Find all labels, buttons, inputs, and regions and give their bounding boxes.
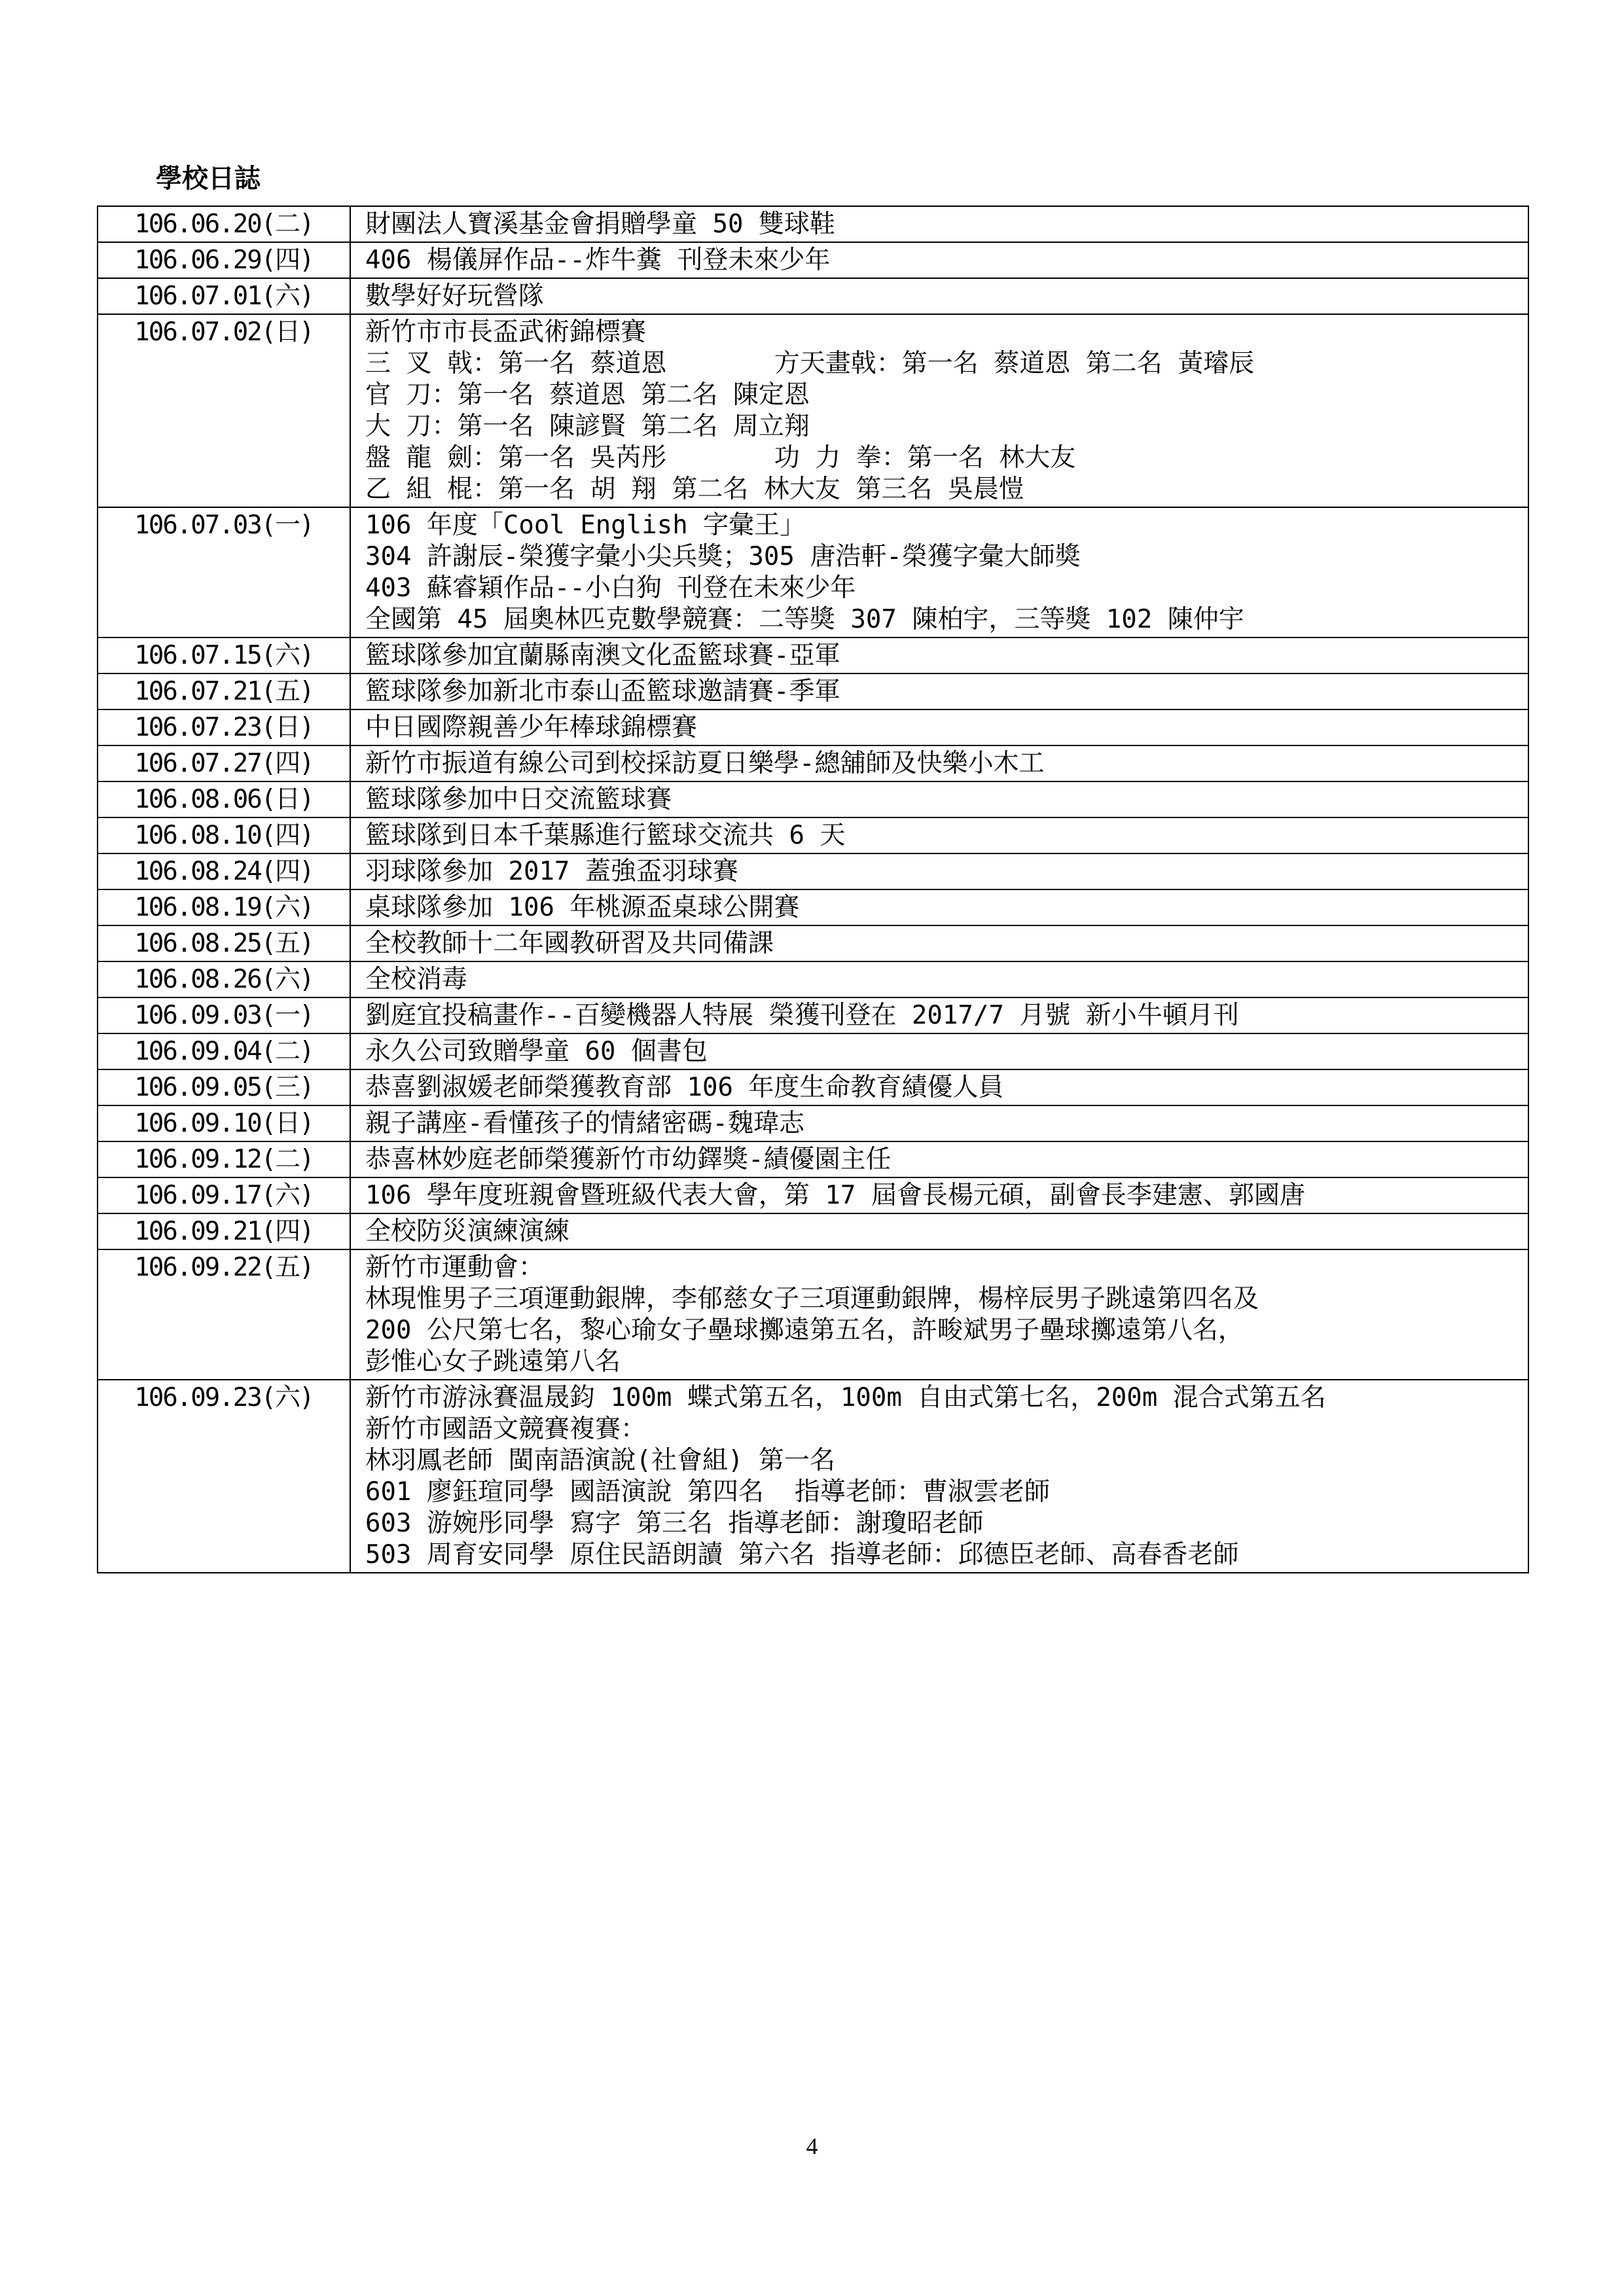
log-row (98, 1213, 1528, 1249)
log-date: 106.07.23(日) (98, 709, 350, 745)
log-description (350, 314, 1528, 507)
log-date: 106.09.10(日) (98, 1105, 350, 1141)
page-number: 4 (806, 2133, 818, 2159)
log-description-line: 中日國際親善少年棒球錦標賽 (365, 713, 698, 742)
log-description (350, 709, 1528, 745)
log-description-line: 200 公尺第七名，黎心瑜女子壘球擲遠第五名，許畯斌男子壘球擲遠第八名， (365, 1316, 1244, 1345)
log-description (350, 781, 1528, 817)
log-date: 106.08.19(六) (98, 889, 350, 925)
log-row (98, 853, 1528, 889)
log-description-line: 新竹市振道有線公司到校採訪夏日樂學-總舖師及快樂小木工 (365, 749, 1045, 778)
log-description-line: 羽球隊參加 2017 蓋強盃羽球賽 (365, 857, 738, 886)
log-date: 106.09.04(二) (98, 1033, 350, 1069)
log-description (350, 889, 1528, 925)
log-description-line: 桌球隊參加 106 年桃源盃桌球公開賽 (365, 893, 800, 922)
log-row (98, 242, 1528, 278)
log-description (350, 817, 1528, 853)
log-description-line: 親子講座-看懂孩子的情緒密碼-魏瑋志 (365, 1109, 804, 1138)
log-row (98, 997, 1528, 1033)
log-date: 106.09.12(二) (98, 1141, 350, 1177)
log-date: 106.09.03(一) (98, 997, 350, 1033)
log-description-line: 全校教師十二年國教研習及共同備課 (365, 929, 774, 958)
log-row (98, 817, 1528, 853)
log-row (98, 961, 1528, 997)
log-row (98, 1177, 1528, 1213)
log-date: 106.09.05(三) (98, 1069, 350, 1105)
log-description-line: 恭喜林妙庭老師榮獲新竹市幼鐸獎-績優園主任 (365, 1145, 892, 1174)
log-date: 106.06.20(二) (98, 206, 350, 242)
log-description-line: 彭惟心女子跳遠第八名 (365, 1347, 621, 1376)
log-description (350, 853, 1528, 889)
log-date: 106.06.29(四) (98, 242, 350, 278)
log-date: 106.08.24(四) (98, 853, 350, 889)
log-description-line: 106 學年度班親會暨班級代表大會，第 17 屆會長楊元碩，副會長李建憲、郭國唐 (365, 1181, 1305, 1210)
log-row (98, 1033, 1528, 1069)
log-description-line: 新竹市國語文競賽複賽： (365, 1414, 647, 1444)
log-row (98, 925, 1528, 961)
log-description (350, 925, 1528, 961)
log-row (98, 507, 1528, 637)
log-date: 106.09.21(四) (98, 1213, 350, 1249)
log-description-line: 新竹市游泳賽温晟鈞 100m 蝶式第五名，100m 自由式第七名，200m 混合式第五名 (365, 1383, 1326, 1412)
log-row (98, 314, 1528, 507)
log-description (350, 206, 1528, 242)
log-row (98, 1105, 1528, 1141)
log-description-line: 籃球隊參加中日交流籃球賽 (365, 785, 672, 814)
log-date: 106.08.06(日) (98, 781, 350, 817)
log-description-line: 林羽鳳老師 閩南語演說(社會組) 第一名 (365, 1446, 835, 1475)
log-description-line: 官 刀：第一名 蔡道恩 第二名 陳定恩 (365, 380, 810, 410)
log-description-line: 籃球隊參加宜蘭縣南澳文化盃籃球賽-亞軍 (365, 641, 840, 670)
log-description (350, 1177, 1528, 1213)
log-description (350, 673, 1528, 709)
log-description-line: 新竹市運動會： (365, 1253, 545, 1282)
log-date: 106.08.10(四) (98, 817, 350, 853)
log-description-line: 籃球隊參加新北市泰山盃籃球邀請賽-季軍 (365, 677, 840, 706)
log-date: 106.07.15(六) (98, 637, 350, 673)
log-date: 106.08.25(五) (98, 925, 350, 961)
log-description-line: 恭喜劉淑媛老師榮獲教育部 106 年度生命教育績優人員 (365, 1073, 1004, 1102)
log-row (98, 745, 1528, 781)
log-description-line: 503 周育安同學 原住民語朗讀 第六名 指導老師：邱德臣老師、高春香老師 (365, 1540, 1239, 1570)
log-date: 106.07.03(一) (98, 507, 350, 637)
page-title: 學校日誌 (156, 164, 261, 194)
log-description-line: 603 游婉彤同學 寫字 第三名 指導老師：謝瓊昭老師 (365, 1509, 984, 1538)
log-description (350, 961, 1528, 997)
school-log-table (97, 206, 1529, 1573)
log-description (350, 997, 1528, 1033)
log-description-line: 數學好好玩營隊 (365, 281, 545, 311)
log-description (350, 1033, 1528, 1069)
log-description (350, 1069, 1528, 1105)
log-description-line: 三 叉 戟：第一名 蔡道恩 方天畫戟：第一名 蔡道恩 第二名 黃璿辰 (365, 349, 1255, 378)
log-description (350, 278, 1528, 314)
log-row (98, 637, 1528, 673)
school-log-body (98, 206, 1528, 1573)
log-row (98, 278, 1528, 314)
log-description-line: 全國第 45 屆奧林匹克數學競賽：二等獎 307 陳柏宇，三等獎 102 陳仲宇 (365, 605, 1244, 634)
log-description-line: 403 蘇睿穎作品--小白狗 刊登在未來少年 (365, 573, 856, 603)
log-description-line: 劉庭宜投稿畫作--百變機器人特展 榮獲刊登在 2017/7 月號 新小牛頓月刊 (365, 1001, 1239, 1030)
log-description (350, 637, 1528, 673)
log-description-line: 籃球隊到日本千葉縣進行籃球交流共 6 天 (365, 821, 846, 850)
log-date: 106.07.21(五) (98, 673, 350, 709)
log-row (98, 1380, 1528, 1573)
log-description-line: 406 楊儀屏作品--炸牛糞 刊登未來少年 (365, 245, 831, 275)
log-description-line: 大 刀：第一名 陳諺賢 第二名 周立翔 (365, 412, 810, 441)
log-date: 106.07.27(四) (98, 745, 350, 781)
log-row (98, 1141, 1528, 1177)
log-description-line: 全校消毒 (365, 965, 468, 994)
log-description-line: 林現惟男子三項運動銀牌，李郁慈女子三項運動銀牌，楊梓辰男子跳遠第四名及 (365, 1284, 1259, 1314)
log-description (350, 1105, 1528, 1141)
log-description (350, 242, 1528, 278)
log-description (350, 1141, 1528, 1177)
log-description (350, 1249, 1528, 1380)
log-date: 106.09.23(六) (98, 1380, 350, 1573)
log-description (350, 507, 1528, 637)
log-description (350, 1213, 1528, 1249)
log-description-line: 盤 龍 劍：第一名 吳芮彤 功 力 拳：第一名 林大友 (365, 443, 1076, 473)
log-date: 106.08.26(六) (98, 961, 350, 997)
log-description (350, 1380, 1528, 1573)
log-description-line: 106 年度「Cool English 字彙王」 (365, 511, 806, 540)
log-row (98, 709, 1528, 745)
log-description-line: 新竹市市長盃武術錦標賽 (365, 317, 647, 347)
log-row (98, 781, 1528, 817)
log-date: 106.09.22(五) (98, 1249, 350, 1380)
log-description-line: 乙 組 棍：第一名 胡 翔 第二名 林大友 第三名 吳晨愷 (365, 475, 1024, 504)
log-row (98, 889, 1528, 925)
log-description (350, 745, 1528, 781)
log-row (98, 1069, 1528, 1105)
log-row (98, 1249, 1528, 1380)
log-date: 106.07.01(六) (98, 278, 350, 314)
log-date: 106.09.17(六) (98, 1177, 350, 1213)
log-date: 106.07.02(日) (98, 314, 350, 507)
log-description-line: 304 許謝辰-榮獲字彙小尖兵獎；305 唐浩軒-榮獲字彙大師獎 (365, 542, 1081, 571)
log-description-line: 財團法人寶溪基金會捐贈學童 50 雙球鞋 (365, 209, 835, 239)
log-row (98, 673, 1528, 709)
log-description-line: 全校防災演練演練 (365, 1217, 570, 1246)
log-description-line: 601 廖鈺瑄同學 國語演說 第四名 指導老師：曹淑雲老師 (365, 1477, 1050, 1507)
log-description-line: 永久公司致贈學童 60 個書包 (365, 1037, 708, 1066)
log-row (98, 206, 1528, 242)
